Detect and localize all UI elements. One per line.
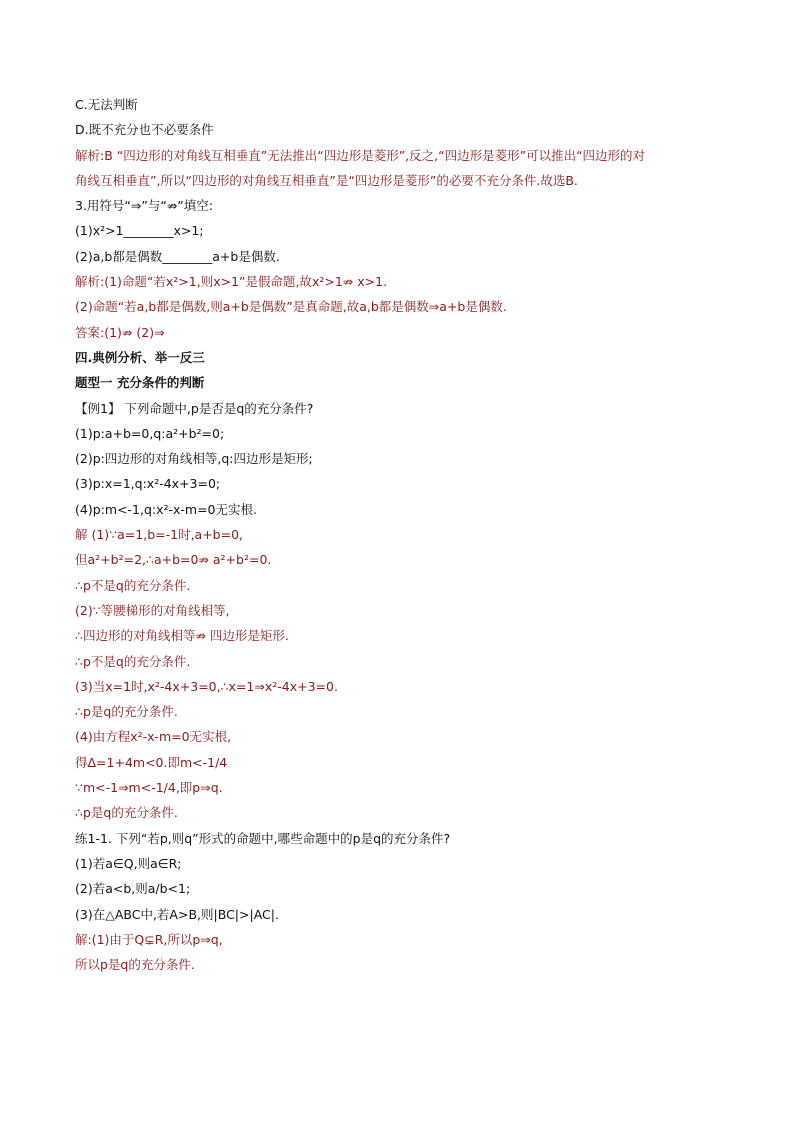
exercise-1-1-item-2: (2)若a<b,则a/b<1;	[75, 881, 191, 897]
analysis-line-1: 解析:B “四边形的对角线互相垂直”无法推出“四边形是菱形”,反之,“四边形是菱形”可以推出“四边形的对	[75, 147, 646, 163]
question-3-part-1: (1)x²>1________x>1;	[75, 223, 204, 239]
solution-line-3: ∴p不是q的充分条件.	[75, 577, 191, 593]
option-d: D.既不充分也不必要条件	[75, 122, 214, 138]
solution-line-4: (2)∵等腰梯形的对角线相等,	[75, 602, 230, 618]
question-3-title: 3.用符号“⇒”与“⇏”填空:	[75, 198, 213, 214]
solution-line-6: ∴p不是q的充分条件.	[75, 653, 191, 669]
solution-line-2: 但a²+b²=2,∴a+b=0⇏ a²+b²=0.	[75, 552, 272, 568]
solution-line-11: ∵m<-1⇒m<-1/4,即p⇒q.	[75, 780, 223, 796]
question-3-analysis-2: (2)命题“若a,b都是偶数,则a+b是偶数”是真命题,故a,b都是偶数⇒a+b是偶数.	[75, 299, 507, 315]
option-c: C.无法判断	[75, 97, 138, 112]
exercise-solution-line-1: 解:(1)由于Q⊊R,所以p⇒q,	[75, 931, 223, 947]
example-1-title: 【例1】 下列命题中,p是否是q的充分条件?	[75, 400, 314, 416]
exercise-solution-line-2: 所以p是q的充分条件.	[75, 957, 195, 973]
solution-line-5: ∴四边形的对角线相等⇏ 四边形是矩形.	[75, 628, 289, 644]
question-3-part-2: (2)a,b都是偶数________a+b是偶数.	[75, 248, 280, 264]
solution-line-8: ∴p是q的充分条件.	[75, 704, 178, 720]
type-heading: 题型一 充分条件的判断	[75, 375, 205, 391]
exercise-1-1-item-3: (3)在△ABC中,若A>B,则|BC|>|AC|.	[75, 906, 279, 922]
example-1-item-2: (2)p:四边形的对角线相等,q:四边形是矩形;	[75, 451, 313, 467]
example-1-item-4: (4)p:m<-1,q:x²-x-m=0无实根.	[75, 501, 257, 517]
section-heading: 四.典例分析、举一反三	[75, 349, 205, 365]
exercise-1-1-title: 练1-1. 下列“若p,则q”形式的命题中,哪些命题中的p是q的充分条件?	[75, 830, 451, 846]
analysis-line-2: 角线互相垂直”,所以“四边形的对角线互相垂直”是“四边形是菱形”的必要不充分条件.故选B.	[75, 172, 578, 188]
solution-line-7: (3)当x=1时,x²-4x+3=0,∴x=1⇒x²-4x+3=0.	[75, 678, 338, 694]
solution-line-10: 得Δ=1+4m<0.即m<-1/4	[75, 754, 228, 770]
question-3-analysis-1: 解析:(1)命题“若x²>1,则x>1”是假命题,故x²>1⇏ x>1.	[75, 274, 388, 290]
document-page	[75, 92, 725, 977]
question-3-answer: 答案:(1)⇏ (2)⇒	[75, 324, 165, 340]
solution-line-9: (4)由方程x²-x-m=0无实根,	[75, 729, 232, 745]
example-1-item-1: (1)p:a+b=0,q:a²+b²=0;	[75, 425, 225, 441]
example-1-item-3: (3)p:x=1,q:x²-4x+3=0;	[75, 476, 221, 492]
solution-line-1: 解 (1)∵a=1,b=-1时,a+b=0,	[75, 527, 244, 543]
exercise-1-1-item-1: (1)若a∈Q,则a∈R;	[75, 855, 182, 871]
solution-line-12: ∴p是q的充分条件.	[75, 805, 178, 821]
